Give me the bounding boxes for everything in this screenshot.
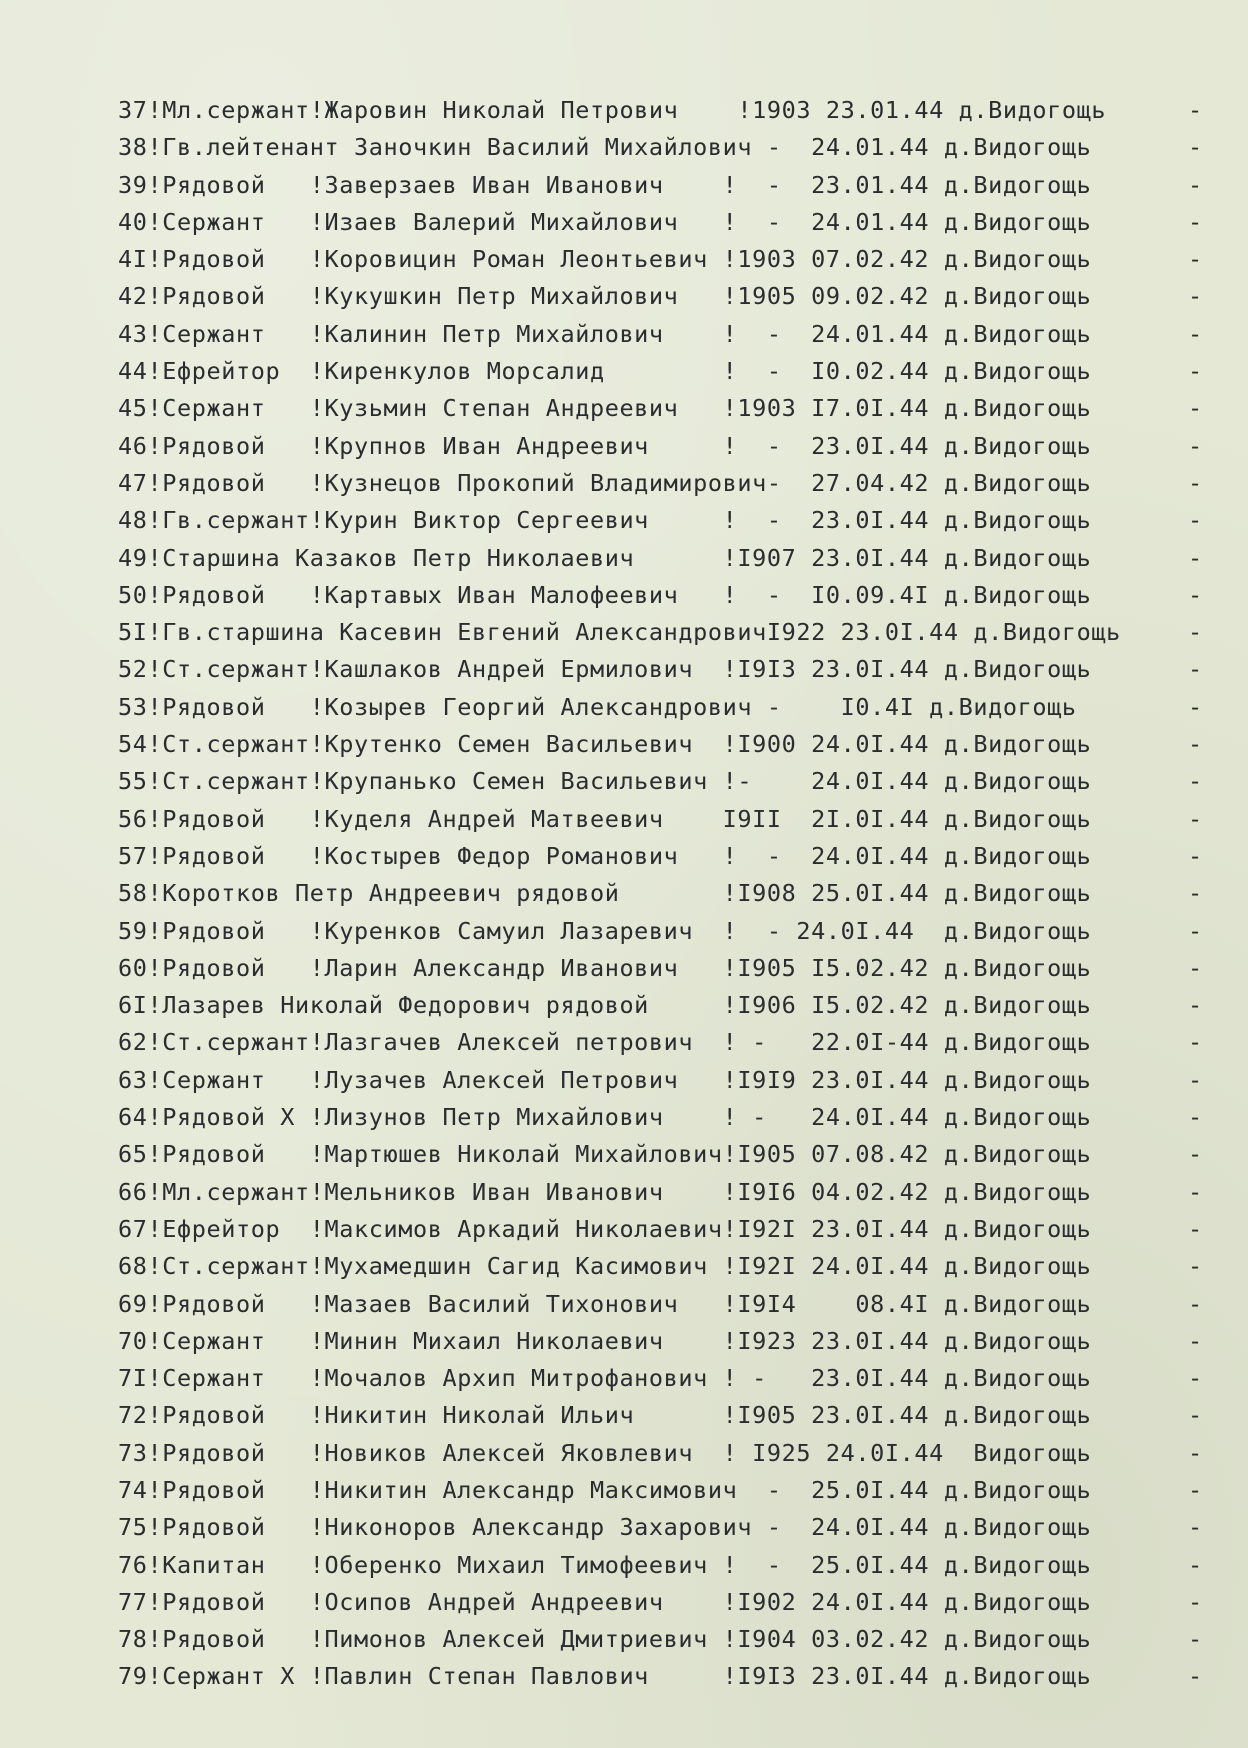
entry-text: 48!Гв.сержант!Курин Виктор Сергеевич ! - 23.0I.44 д.Видогощь (118, 506, 1092, 535)
entry-text: 68!Ст.сержант!Мухамедшин Сагид Касимович !I92I 24.0I.44 д.Видогощь (118, 1252, 1092, 1281)
list-row (118, 763, 1203, 800)
entry-text: 79!Сержант Х !Павлин Степан Павлович !I9I3 23.0I.44 д.Видогощь (118, 1662, 1092, 1691)
right-margin-dash: - (1188, 804, 1203, 833)
list-row (118, 1658, 1203, 1695)
entry-text: 38!Гв.лейтенант Заночкин Василий Михайлович - 24.01.44 д.Видогощь (118, 133, 1092, 162)
list-row (118, 1136, 1203, 1173)
right-margin-dash: - (1188, 1401, 1203, 1430)
entry-text: 7I!Сержант !Мочалов Архип Митрофанович ! - 23.0I.44 д.Видогощь (118, 1364, 1092, 1393)
right-margin-dash: - (1188, 357, 1203, 386)
entry-text: 78!Рядовой !Пимонов Алексей Дмитриевич !I904 03.02.42 д.Видогощь (118, 1625, 1092, 1654)
list-row (118, 838, 1203, 875)
right-margin-dash: - (1188, 1513, 1203, 1542)
list-row (118, 390, 1203, 427)
list-row (118, 316, 1203, 353)
list-row (118, 428, 1203, 465)
right-margin-dash: - (1188, 1625, 1203, 1654)
entry-text: 76!Капитан !Оберенко Михаил Тимофеевич ! - 25.0I.44 д.Видогощь (118, 1550, 1092, 1579)
entry-text: 77!Рядовой !Осипов Андрей Андреевич !I902 24.0I.44 д.Видогощь (118, 1587, 1092, 1616)
list-row (118, 167, 1203, 204)
right-margin-dash: - (1188, 1475, 1203, 1504)
list-row (118, 204, 1203, 241)
entry-text: 4I!Рядовой !Коровицин Роман Леонтьевич !1903 07.02.42 д.Видогощь (118, 245, 1092, 274)
list-row (118, 1174, 1203, 1211)
right-margin-dash: - (1188, 991, 1203, 1020)
right-margin-dash: - (1188, 879, 1203, 908)
right-margin-dash: - (1188, 1177, 1203, 1206)
entry-text: 75!Рядовой !Никоноров Александр Захарович - 24.0I.44 д.Видогощь (118, 1513, 1092, 1542)
entry-text: 43!Сержант !Калинин Петр Михайлович ! - 24.01.44 д.Видогощь (118, 319, 1092, 348)
list-row (118, 1472, 1203, 1509)
entry-text: 60!Рядовой !Ларин Александр Иванович !I905 I5.02.42 д.Видогощь (118, 953, 1092, 982)
right-margin-dash: - (1188, 133, 1203, 162)
entry-text: 53!Рядовой !Козырев Георгий Александрович - I0.4I д.Видогощь (118, 692, 1077, 721)
entry-text: 54!Ст.сержант!Крутенко Семен Васильевич !I900 24.0I.44 д.Видогощь (118, 730, 1092, 759)
right-margin-dash: - (1188, 207, 1203, 236)
right-margin-dash: - (1188, 1289, 1203, 1318)
list-row (118, 1621, 1203, 1658)
right-margin-dash: - (1188, 1140, 1203, 1169)
entry-text: 56!Рядовой !Куделя Андрей Матвеевич I9II 2I.0I.44 д.Видогощь (118, 804, 1092, 833)
right-margin-dash: - (1188, 953, 1203, 982)
entry-text: 57!Рядовой !Костырев Федор Романович ! - 24.0I.44 д.Видогощь (118, 841, 1092, 870)
list-row (118, 129, 1203, 166)
list-row (118, 1248, 1203, 1285)
entry-text: 52!Ст.сержант!Кашлаков Андрей Ермилович !I9I3 23.0I.44 д.Видогощь (118, 655, 1092, 684)
entry-text: 65!Рядовой !Мартюшев Николай Михайлович!I905 07.08.42 д.Видогощь (118, 1140, 1092, 1169)
right-margin-dash: - (1188, 1364, 1203, 1393)
entry-text: 59!Рядовой !Куренков Самуил Лазаревич ! - 24.0I.44 д.Видогощь (118, 916, 1092, 945)
entry-text: 74!Рядовой !Никитин Александр Максимович - 25.0I.44 д.Видогощь (118, 1475, 1092, 1504)
list-row (118, 577, 1203, 614)
right-margin-dash: - (1188, 1214, 1203, 1243)
list-row (118, 1360, 1203, 1397)
list-row (118, 1547, 1203, 1584)
casualty-list (118, 92, 1203, 1696)
entry-text: 39!Рядовой !Заверзаев Иван Иванович ! - 23.01.44 д.Видогощь (118, 170, 1092, 199)
entry-text: 42!Рядовой !Кукушкин Петр Михайлович !1905 09.02.42 д.Видогощь (118, 282, 1092, 311)
right-margin-dash: - (1188, 1326, 1203, 1355)
list-row (118, 1584, 1203, 1621)
list-row (118, 801, 1203, 838)
list-row (118, 1509, 1203, 1546)
right-margin-dash: - (1188, 655, 1203, 684)
list-row (118, 353, 1203, 390)
entry-text: 72!Рядовой !Никитин Николай Ильич !I905 23.0I.44 д.Видогощь (118, 1401, 1092, 1430)
list-row (118, 689, 1203, 726)
right-margin-dash: - (1188, 506, 1203, 535)
list-row (118, 651, 1203, 688)
entry-text: 58!Коротков Петр Андреевич рядовой !I908 25.0I.44 д.Видогощь (118, 879, 1092, 908)
list-row (118, 726, 1203, 763)
list-row (118, 913, 1203, 950)
entry-text: 73!Рядовой !Новиков Алексей Яковлевич ! I925 24.0I.44 Видогощь (118, 1438, 1092, 1467)
right-margin-dash: - (1188, 1550, 1203, 1579)
entry-text: 49!Старшина Казаков Петр Николаевич !I907 23.0I.44 д.Видогощь (118, 543, 1092, 572)
list-row (118, 614, 1203, 651)
entry-text: 45!Сержант !Кузьмин Степан Андреевич !1903 I7.0I.44 д.Видогощь (118, 394, 1092, 423)
entry-text: 6I!Лазарев Николай Федорович рядовой !I906 I5.02.42 д.Видогощь (118, 991, 1092, 1020)
entry-text: 5I!Гв.старшина Касевин Евгений АлександровичI922 23.0I.44 д.Видогощь (118, 618, 1121, 647)
right-margin-dash: - (1188, 245, 1203, 274)
right-margin-dash: - (1188, 96, 1203, 124)
right-margin-dash: - (1188, 431, 1203, 460)
entry-text: 63!Сержант !Лузачев Алексей Петрович !I9I9 23.0I.44 д.Видогощь (118, 1065, 1092, 1094)
list-row (118, 875, 1203, 912)
right-margin-dash: - (1188, 841, 1203, 870)
list-row (118, 1286, 1203, 1323)
list-row (118, 1435, 1203, 1472)
right-margin-dash: - (1188, 916, 1203, 945)
entry-text: 64!Рядовой Х !Лизунов Петр Михайлович ! - 24.0I.44 д.Видогощь (118, 1103, 1092, 1132)
entry-text: 69!Рядовой !Мазаев Василий Тихонович !I9I4 08.4I д.Видогощь (118, 1289, 1092, 1318)
right-margin-dash: - (1188, 618, 1203, 647)
entry-text: 47!Рядовой !Кузнецов Прокопий Владимирович- 27.04.42 д.Видогощь (118, 468, 1092, 497)
entry-text: 66!Мл.сержант!Мельников Иван Иванович !I9I6 04.02.42 д.Видогощь (118, 1177, 1092, 1206)
list-row (118, 540, 1203, 577)
right-margin-dash: - (1188, 1103, 1203, 1132)
entry-text: 37!Мл.сержант!Жаровин Николай Петрович !1903 23.01.44 д.Видогощь (118, 96, 1107, 124)
list-row (118, 1397, 1203, 1434)
entry-text: 67!Ефрейтор !Максимов Аркадий Николаевич!I92I 23.0I.44 д.Видогощь (118, 1214, 1092, 1243)
list-row (118, 1211, 1203, 1248)
right-margin-dash: - (1188, 1662, 1203, 1691)
right-margin-dash: - (1188, 692, 1203, 721)
entry-text: 62!Ст.сержант!Лазгачев Алексей петрович ! - 22.0I-44 д.Видогощь (118, 1028, 1092, 1057)
list-row (118, 950, 1203, 987)
right-margin-dash: - (1188, 468, 1203, 497)
entry-text: 50!Рядовой !Картавых Иван Малофеевич ! - I0.09.4I д.Видогощь (118, 580, 1092, 609)
right-margin-dash: - (1188, 543, 1203, 572)
list-row (118, 241, 1203, 278)
list-row (118, 278, 1203, 315)
right-margin-dash: - (1188, 319, 1203, 348)
list-row (118, 1024, 1203, 1061)
list-row (118, 502, 1203, 539)
right-margin-dash: - (1188, 1065, 1203, 1094)
list-row (118, 92, 1203, 129)
right-margin-dash: - (1188, 1587, 1203, 1616)
entry-text: 55!Ст.сержант!Крупанько Семен Васильевич !- 24.0I.44 д.Видогощь (118, 767, 1092, 796)
right-margin-dash: - (1188, 1028, 1203, 1057)
list-row (118, 465, 1203, 502)
entry-text: 46!Рядовой !Крупнов Иван Андреевич ! - 23.0I.44 д.Видогощь (118, 431, 1092, 460)
list-row (118, 1099, 1203, 1136)
right-margin-dash: - (1188, 767, 1203, 796)
right-margin-dash: - (1188, 580, 1203, 609)
list-row (118, 1323, 1203, 1360)
entry-text: 44!Ефрейтор !Киренкулов Морсалид ! - I0.02.44 д.Видогощь (118, 357, 1092, 386)
list-row (118, 1062, 1203, 1099)
entry-text: 40!Сержант !Изаев Валерий Михайлович ! - 24.01.44 д.Видогощь (118, 207, 1092, 236)
list-row (118, 987, 1203, 1024)
right-margin-dash: - (1188, 730, 1203, 759)
right-margin-dash: - (1188, 170, 1203, 199)
right-margin-dash: - (1188, 394, 1203, 423)
right-margin-dash: - (1188, 1252, 1203, 1281)
right-margin-dash: - (1188, 1438, 1203, 1467)
right-margin-dash: - (1188, 282, 1203, 311)
entry-text: 70!Сержант !Минин Михаил Николаевич !I923 23.0I.44 д.Видогощь (118, 1326, 1092, 1355)
